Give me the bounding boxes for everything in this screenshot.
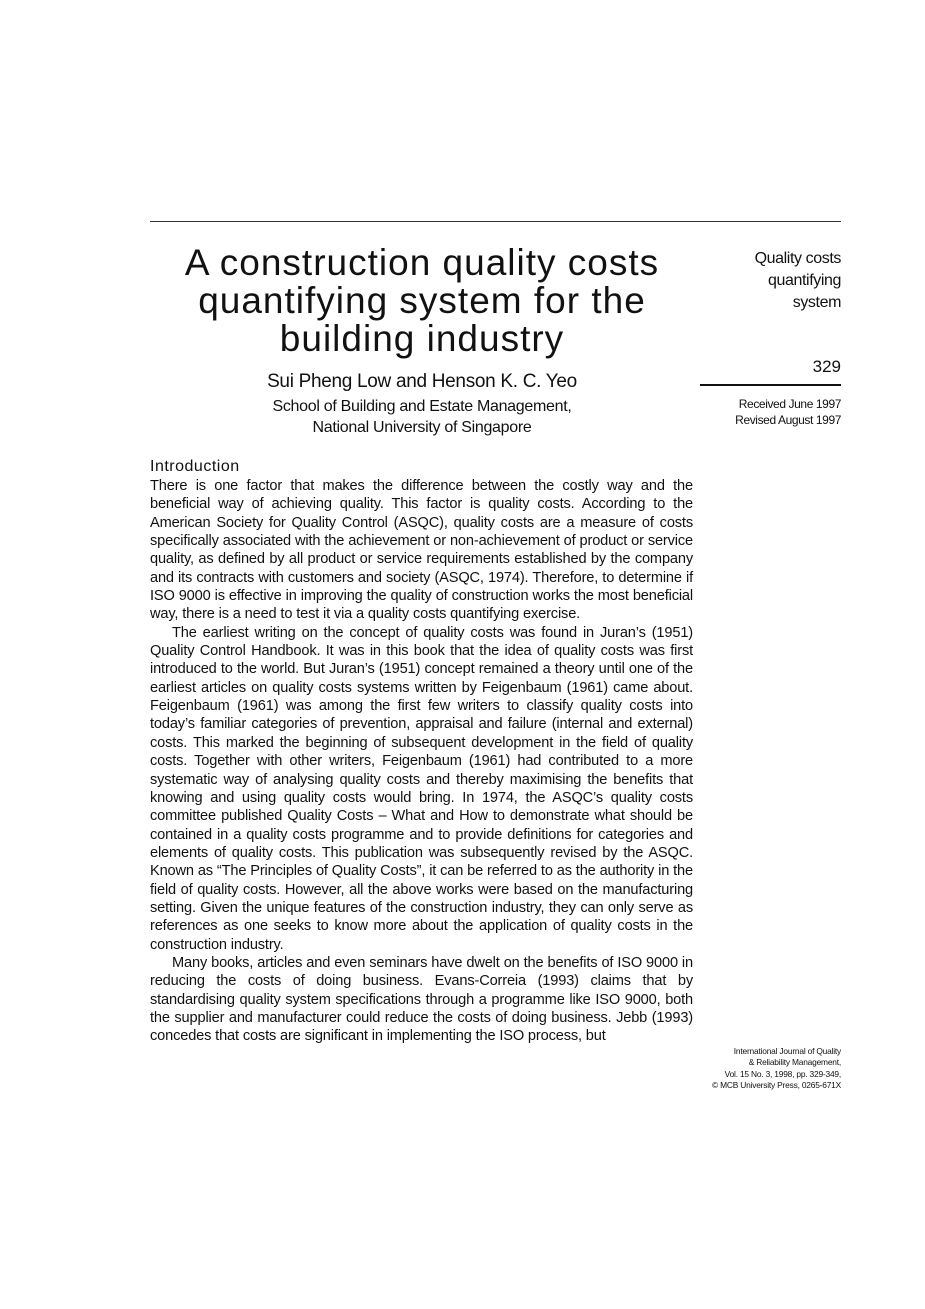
- page-number-rule: [700, 384, 841, 386]
- journal-line: Vol. 15 No. 3, 1998, pp. 329-349,: [724, 1068, 841, 1079]
- page-number: 329: [812, 357, 841, 376]
- submission-dates: [700, 396, 841, 428]
- article-authors: Sui Pheng Low and Henson K. C. Yeo: [267, 371, 577, 392]
- article-title: A construction quality costs quantifying system for the building industry: [184, 242, 660, 359]
- received-date: Received June 1997: [738, 397, 841, 411]
- affiliation-line: School of Building and Estate Management,: [272, 398, 572, 415]
- journal-line: © MCB University Press, 0265-671X: [712, 1080, 841, 1091]
- body-paragraph: Many books, articles and even seminars have dwelt on the benefits of ISO 9000 in reducing the costs of doing business. Evans-Correia (1993) claims that by standardising quality system specifications through a programme like ISO 9000, both the supplier and manufacturer could reduce the costs of doing business. Jebb (1993) concedes that costs are significant in implementing the ISO process, but: [150, 954, 693, 1045]
- section-heading: Introduction: [150, 458, 240, 475]
- running-head: [700, 248, 841, 314]
- affiliation-line: National University of Singapore: [312, 419, 532, 436]
- running-head-line: quantifying: [768, 272, 841, 289]
- author-affiliation: [150, 396, 694, 438]
- running-head-line: Quality costs: [754, 250, 841, 267]
- journal-citation: [696, 1046, 841, 1092]
- top-rule: [150, 221, 841, 222]
- journal-line: & Reliability Management,: [748, 1057, 841, 1068]
- body-text: [150, 477, 693, 1046]
- body-paragraph: The earliest writing on the concept of quality costs was found in Juran’s (1951) Quality Control Handbook. It was in this book that the idea of quality costs was first introduced to the world. But Juran’s (1951) concept remained a theory until one of the earliest articles on quality costs systems written by Feigenbaum (1961) came about. Feigenbaum (1961) was among the first few writers to classify quality costs into today’s familiar categories of prevention, appraisal and failure (internal and external) costs. This marked the beginning of subsequent development in the field of quality costs. Together with other writers, Feigenbaum (1961) had contributed to a more systematic way of analysing quality costs and thereby maximising the benefits that knowing and using quality costs would bring. In 1974, the ASQC’s quality costs committee published Quality Costs – What and How to demonstrate what should be contained in a quality costs programme and to provide definitions for categories and elements of quality costs. This publication was subsequently revised by the ASQC. Known as “The Principles of Quality Costs”, it can be referred to as the authority in the field of quality costs. However, all the above works were based on the manufacturing setting. Given the unique features of the construction industry, they can only serve as references as one seeks to know more about the application of quality costs in the construction industry.: [150, 624, 693, 953]
- journal-line: International Journal of Quality: [733, 1046, 841, 1056]
- revised-date: Revised August 1997: [735, 413, 841, 427]
- running-head-line: system: [792, 294, 841, 311]
- body-paragraph: There is one factor that makes the difference between the costly way and the beneficial way of achieving quality. This factor is quality costs. According to the American Society for Quality Control (ASQC), quality costs are a measure of costs specifically associated with the achievement or non-achievement of product or service quality, as defined by all product or service requirements established by the company and its contracts with customers and society (ASQC, 1974). Therefore, to determine if ISO 9000 is effective in improving the quality of construction works the most beneficial way, there is a need to test it via a quality costs quantifying exercise.: [150, 478, 693, 623]
